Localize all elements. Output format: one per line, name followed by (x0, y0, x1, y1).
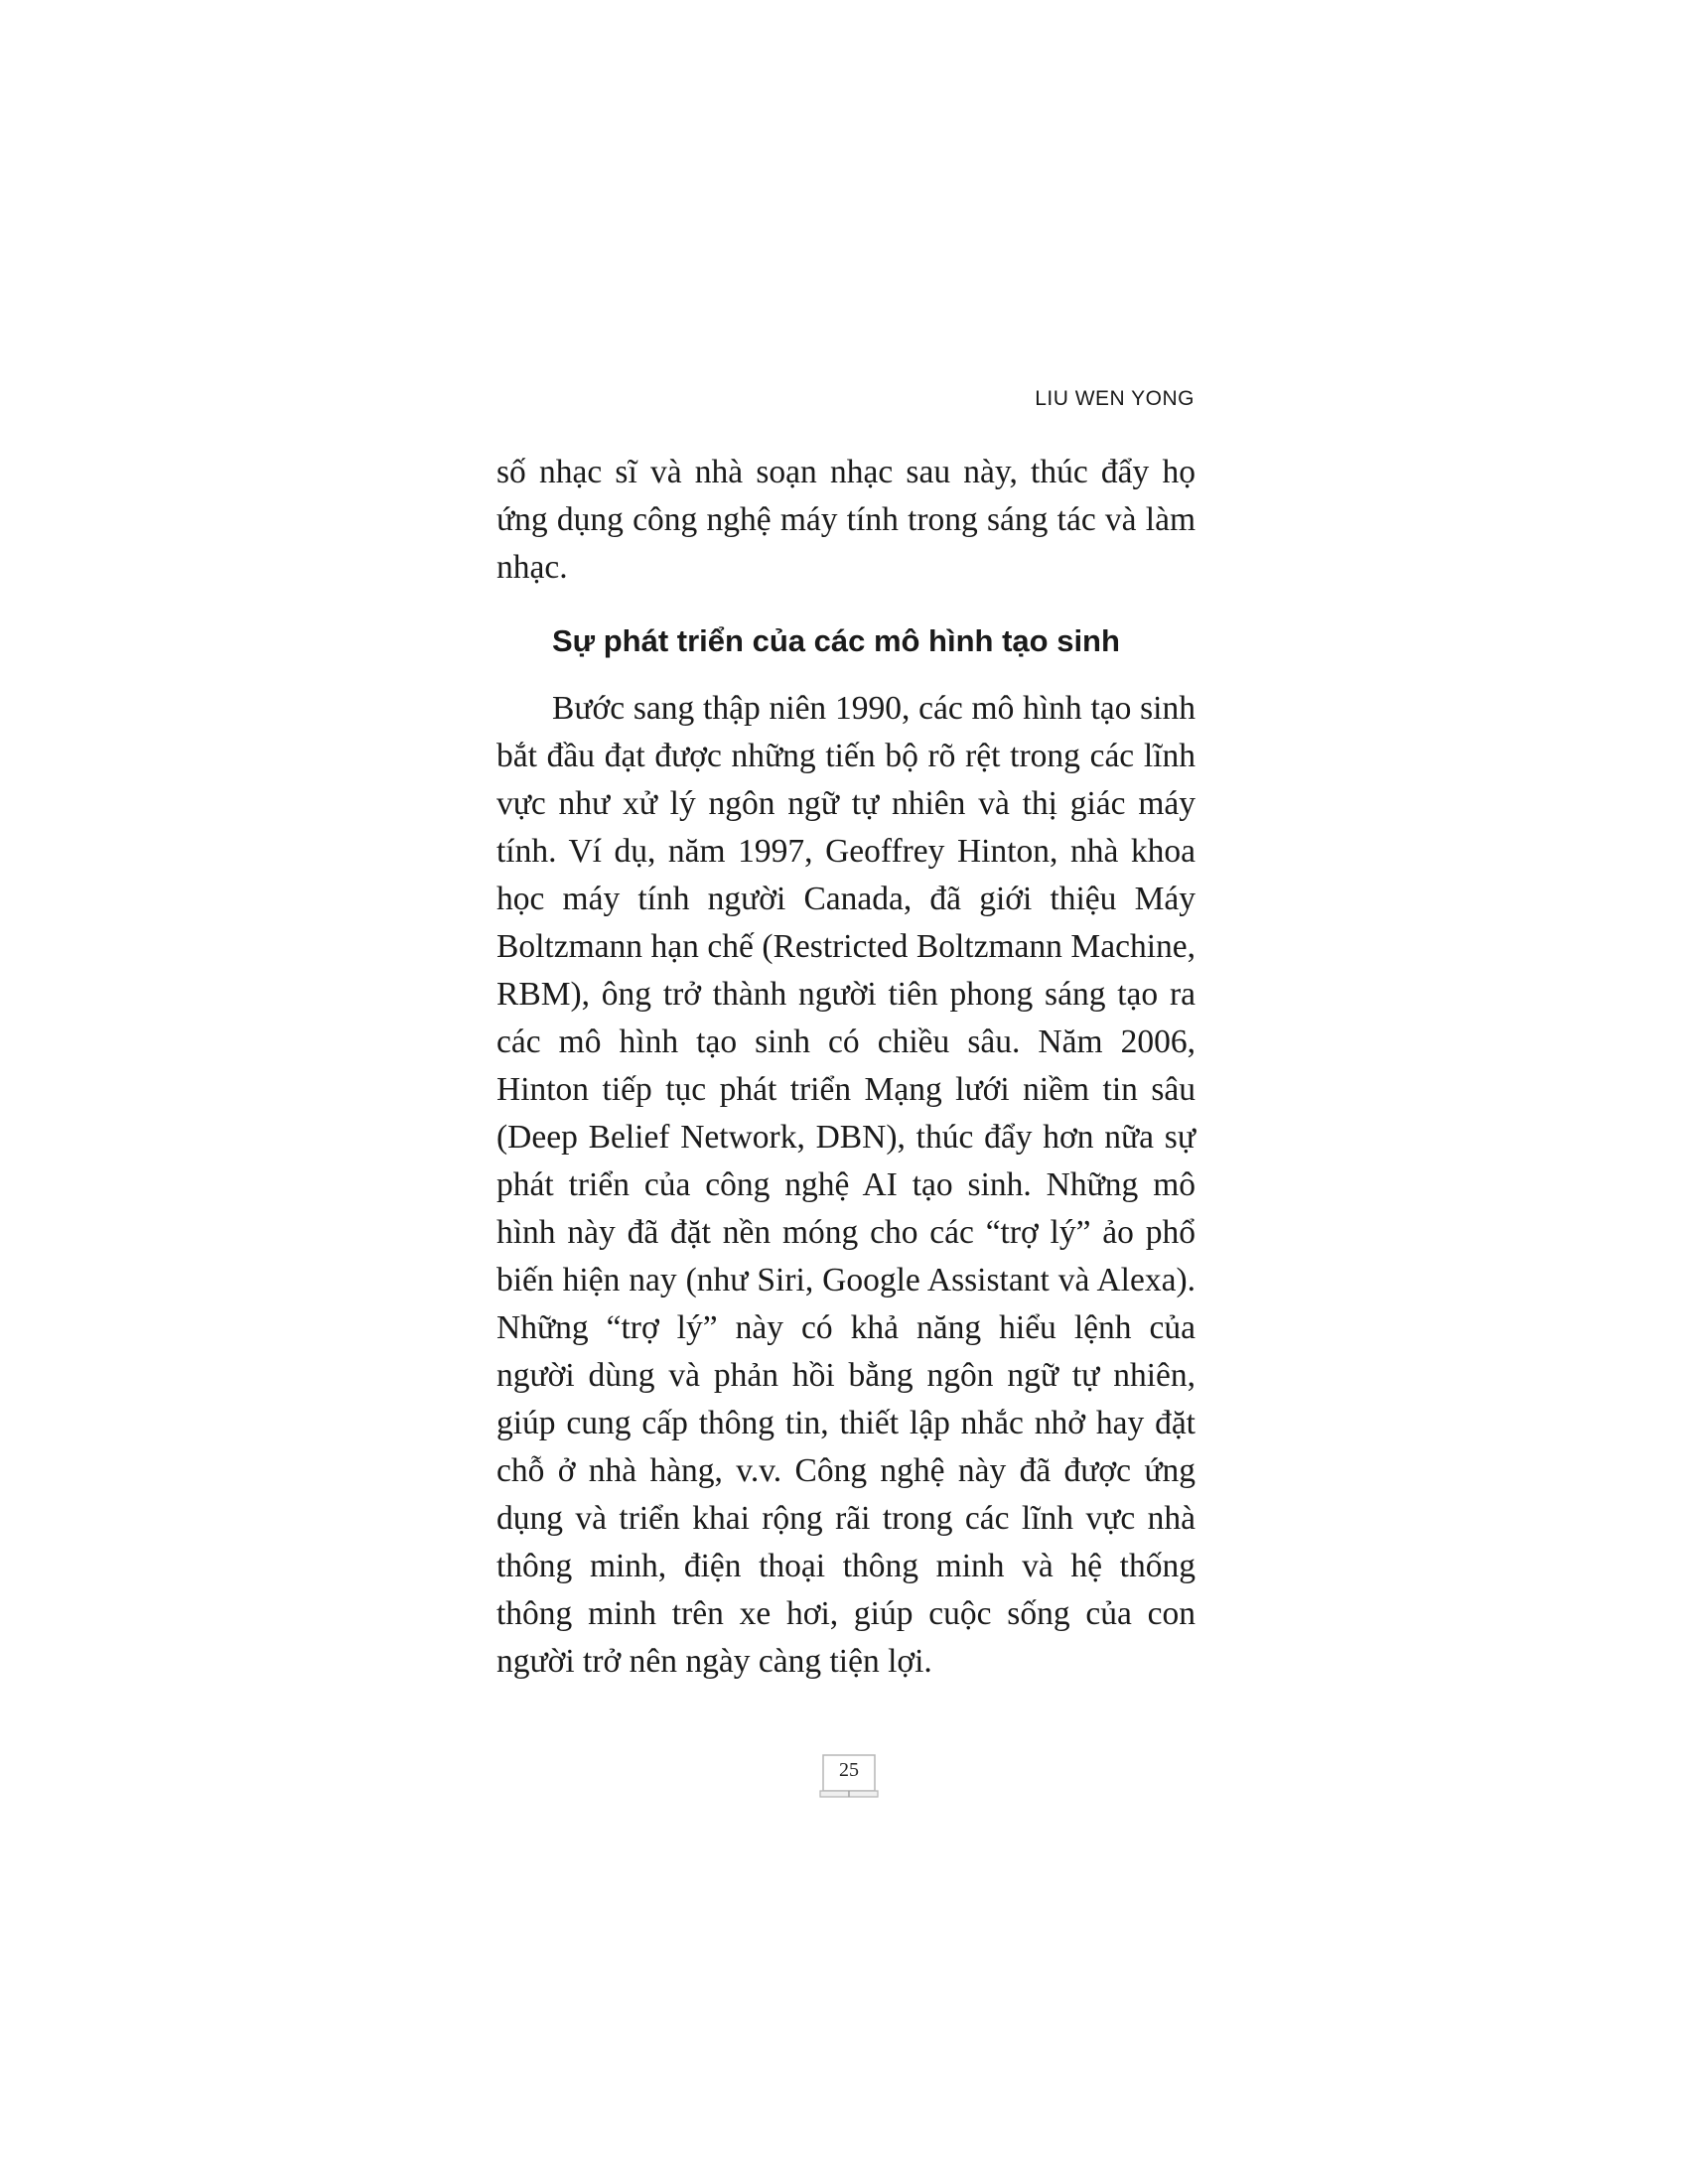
section-heading: Sự phát triển của các mô hình tạo sinh (552, 623, 1120, 658)
opening-paragraph: số nhạc sĩ và nhà soạn nhạc sau này, thúc đẩy họ ứng dụng công nghệ máy tính trong sáng tác và làm nhạc. (496, 454, 1196, 586)
body-text (496, 449, 1196, 1686)
main-paragraph: Bước sang thập niên 1990, các mô hình tạo sinh bắt đầu đạt được những tiến bộ rõ rệt trong các lĩnh vực như xử lý ngôn ngữ tự nhiên và thị giác máy tính. Ví dụ, năm 1997, Geoffrey Hinton, nhà khoa học máy tính người Canada, đã giới thiệu Máy Boltzmann hạn chế (Restricted Boltzmann Machine, RBM), ông trở thành người tiên phong sáng tạo ra các mô hình tạo sinh có chiều sâu. Năm 2006, Hinton tiếp tục phát triển Mạng lưới niềm tin sâu (Deep Belief Network, DBN), thúc đẩy hơn nữa sự phát triển của công nghệ AI tạo sinh. Những mô hình này đã đặt nền móng cho các “trợ lý” ảo phổ biến hiện nay (như Siri, Google Assistant và Alexa). Những “trợ lý” này có khả năng hiểu lệnh của người dùng và phản hồi bằng ngôn ngữ tự nhiên, giúp cung cấp thông tin, thiết lập nhắc nhở hay đặt chỗ ở nhà hàng, v.v. Công nghệ này đã được ứng dụng và triển khai rộng rãi trong các lĩnh vực nhà thông minh, điện thoại thông minh và hệ thống thông minh trên xe hơi, giúp cuộc sống của con người trở nên ngày càng tiện lợi. (496, 690, 1196, 1680)
running-header-author: LIU WEN YONG (1035, 387, 1195, 410)
page-number-badge (819, 1753, 879, 1799)
page-number: 25 (839, 1759, 859, 1781)
